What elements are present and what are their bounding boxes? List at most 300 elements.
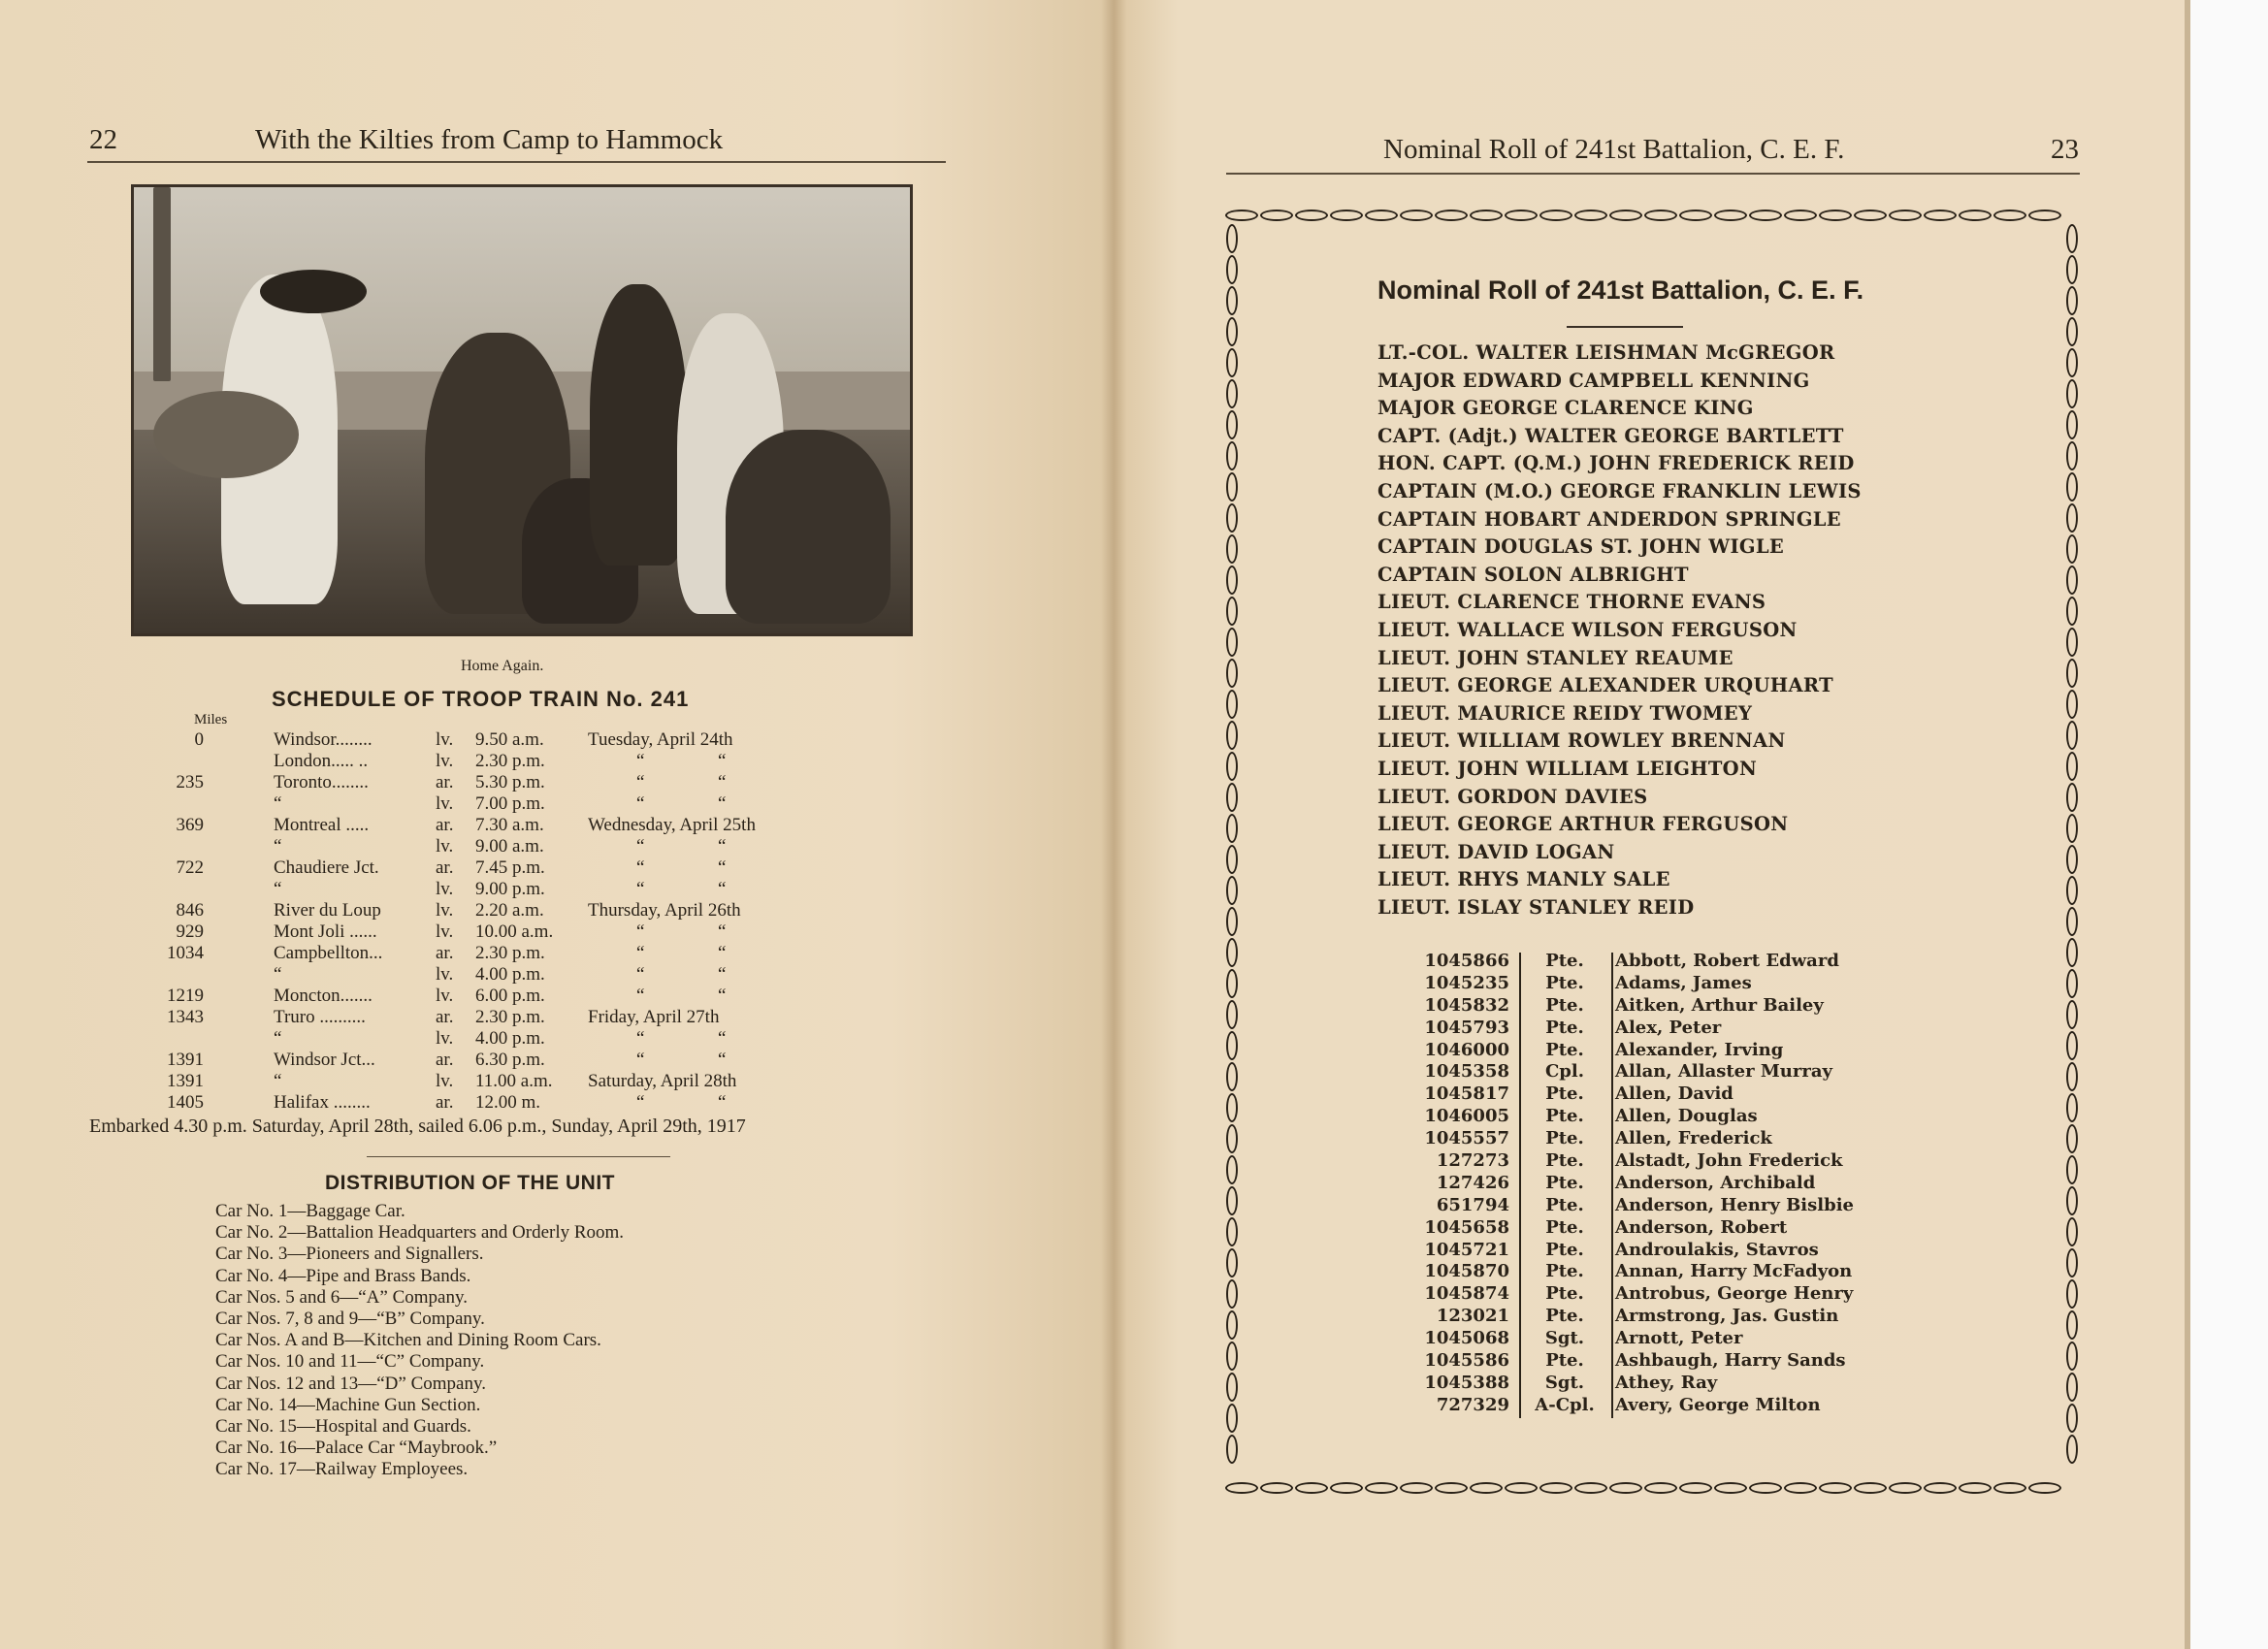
rank: Pte. xyxy=(1545,1283,1584,1305)
soldier-name: Avery, George Milton xyxy=(1615,1394,1821,1415)
chain-link xyxy=(1226,814,1238,843)
chain-link xyxy=(1365,1482,1398,1494)
officer-entry: CAPTAIN HOBART ANDERDON SPRINGLE xyxy=(1377,507,1841,531)
chain-link xyxy=(2066,255,2078,284)
chain-link xyxy=(2066,1155,2078,1184)
chain-link xyxy=(1226,783,1238,812)
chain-link xyxy=(1226,1093,1238,1122)
schedule-ditto: “ xyxy=(636,793,645,814)
schedule-time: 9.50 a.m. xyxy=(475,729,544,750)
schedule-miles: 0 xyxy=(194,729,204,750)
photo-figure xyxy=(590,284,687,566)
rank: Pte. xyxy=(1545,1350,1584,1372)
soldier-name: Allen, David xyxy=(1615,1083,1733,1105)
chain-link xyxy=(1679,1482,1712,1494)
schedule-ditto: “ xyxy=(718,836,727,857)
left-running-head: With the Kilties from Camp to Hammock xyxy=(255,124,724,155)
chain-link xyxy=(1226,410,1238,439)
rank: Pte. xyxy=(1545,972,1584,993)
regimental-number: 123021 xyxy=(1436,1306,1509,1327)
schedule-arr-dep: lv. xyxy=(436,922,454,942)
schedule-ditto: “ xyxy=(718,751,727,771)
chain-link xyxy=(1330,210,1363,221)
schedule-station: Windsor........ xyxy=(274,729,373,750)
schedule-ditto: “ xyxy=(636,943,645,963)
chain-link xyxy=(2066,1093,2078,1122)
schedule-miles: 1219 xyxy=(167,986,204,1006)
chain-link xyxy=(1226,752,1238,781)
officer-entry: CAPTAIN SOLON ALBRIGHT xyxy=(1377,563,1689,586)
chain-link xyxy=(2066,410,2078,439)
schedule-ditto: “ xyxy=(636,1050,645,1070)
chain-link xyxy=(2028,1482,2061,1494)
soldier-name: Adams, James xyxy=(1615,972,1752,993)
chain-link xyxy=(1226,224,1238,253)
officer-entry: HON. CAPT. (Q.M.) JOHN FREDERICK REID xyxy=(1377,452,1855,475)
chain-link xyxy=(1749,1482,1782,1494)
group-photo xyxy=(131,184,913,636)
officer-entry: LT.-COL. WALTER LEISHMAN McGREGOR xyxy=(1377,341,1835,364)
chain-link xyxy=(2066,938,2078,967)
schedule-station: River du Loup xyxy=(274,900,381,921)
schedule-station: “ xyxy=(274,964,282,985)
chain-link xyxy=(1226,1062,1238,1091)
chain-link xyxy=(1226,1217,1238,1246)
book-gutter xyxy=(1101,0,1126,1649)
distribution-item: Car No. 17—Railway Employees. xyxy=(215,1459,469,1480)
chain-link xyxy=(1226,1124,1238,1153)
schedule-ditto: “ xyxy=(636,964,645,985)
schedule-arr-dep: ar. xyxy=(436,1092,454,1113)
schedule-ditto: “ xyxy=(718,879,727,899)
schedule-arr-dep: lv. xyxy=(436,751,454,771)
rank: Cpl. xyxy=(1544,1061,1585,1083)
soldier-name: Alstadt, John Frederick xyxy=(1615,1150,1843,1172)
chain-link xyxy=(1226,690,1238,719)
chain-link xyxy=(2066,659,2078,688)
soldier-name: Athey, Ray xyxy=(1615,1372,1718,1393)
chain-link xyxy=(2066,1310,2078,1340)
schedule-arr-dep: lv. xyxy=(436,1071,454,1091)
soldier-name: Allen, Frederick xyxy=(1615,1128,1772,1149)
regimental-number: 127273 xyxy=(1436,1150,1509,1172)
chain-link xyxy=(1400,210,1433,221)
chain-link xyxy=(2066,752,2078,781)
regimental-number: 1046005 xyxy=(1424,1106,1509,1127)
chain-link xyxy=(1993,210,2026,221)
schedule-ditto: “ xyxy=(718,857,727,878)
chain-link xyxy=(1993,1482,2026,1494)
schedule-station: “ xyxy=(274,836,282,857)
chain-link xyxy=(1924,1482,1957,1494)
distribution-item: Car No. 4—Pipe and Brass Bands. xyxy=(215,1265,471,1286)
soldier-name: Allan, Allaster Murray xyxy=(1615,1061,1832,1083)
schedule-time: 11.00 a.m. xyxy=(475,1071,553,1091)
schedule-ditto: “ xyxy=(718,986,727,1006)
schedule-arr-dep: ar. xyxy=(436,1050,454,1070)
chain-border-left xyxy=(1224,223,1240,1480)
regimental-number: 1045793 xyxy=(1424,1017,1509,1038)
chain-link xyxy=(1609,210,1642,221)
schedule-ditto: “ xyxy=(636,1028,645,1049)
distribution-item: Car Nos. 5 and 6—“A” Company. xyxy=(215,1286,468,1308)
soldier-name: Ashbaugh, Harry Sands xyxy=(1615,1350,1846,1372)
chain-link xyxy=(1226,317,1238,346)
distribution-item: Car No. 1—Baggage Car. xyxy=(215,1201,405,1221)
schedule-station: Montreal ..... xyxy=(274,815,370,835)
rank: A-Cpl. xyxy=(1535,1394,1595,1415)
schedule-station: Toronto........ xyxy=(274,772,369,792)
distribution-item: Car Nos. 7, 8 and 9—“B” Company. xyxy=(215,1309,485,1330)
schedule-time: 2.30 p.m. xyxy=(475,1007,545,1027)
distribution-item: Car Nos. 10 and 11—“C” Company. xyxy=(215,1351,485,1373)
schedule-arr-dep: lv. xyxy=(436,900,454,921)
schedule-day: Friday, April 27th xyxy=(588,1007,720,1027)
chain-link xyxy=(2066,348,2078,377)
chain-link xyxy=(1226,348,1238,377)
chain-link xyxy=(1609,1482,1642,1494)
officer-entry: LIEUT. DAVID LOGAN xyxy=(1377,840,1615,863)
chain-link xyxy=(1225,1482,1258,1494)
distribution-item: Car No. 3—Pioneers and Signallers. xyxy=(215,1244,484,1265)
chain-link xyxy=(1539,210,1572,221)
soldier-name: Aitken, Arthur Bailey xyxy=(1615,994,1824,1016)
schedule-time: 7.30 a.m. xyxy=(475,815,544,835)
chain-link xyxy=(1226,472,1238,501)
chain-link xyxy=(1226,628,1238,657)
chain-link xyxy=(2066,472,2078,501)
schedule-ditto: “ xyxy=(636,922,645,942)
chain-link xyxy=(1226,1000,1238,1029)
schedule-miles: 1343 xyxy=(167,1007,204,1027)
chain-link xyxy=(1225,210,1258,221)
photo-figure xyxy=(726,430,891,624)
rank: Pte. xyxy=(1545,1261,1584,1282)
photo-hat xyxy=(153,391,299,478)
schedule-time: 7.45 p.m. xyxy=(475,857,545,878)
chain-link xyxy=(2066,1062,2078,1091)
schedule-miles: 369 xyxy=(176,815,204,835)
chain-link xyxy=(2066,1000,2078,1029)
chain-link xyxy=(1470,1482,1503,1494)
distribution-item: Car No. 15—Hospital and Guards. xyxy=(215,1416,471,1438)
distribution-item: Car No. 2—Battalion Headquarters and Orderly Room. xyxy=(215,1222,625,1244)
embarked-note: Embarked 4.30 p.m. Saturday, April 28th, sailed 6.06 p.m., Sunday, April 29th, 1917 xyxy=(89,1116,746,1137)
chain-link xyxy=(2066,503,2078,533)
chain-link xyxy=(2066,814,2078,843)
schedule-station: “ xyxy=(274,879,282,899)
roll-title: Nominal Roll of 241st Battalion, C. E. F. xyxy=(1377,275,1864,305)
chain-link xyxy=(1505,1482,1538,1494)
chain-link xyxy=(1226,1373,1238,1402)
chain-border-right xyxy=(2064,223,2080,1480)
chain-link xyxy=(2066,907,2078,936)
soldier-name: Androulakis, Stavros xyxy=(1615,1239,1819,1260)
schedule-ditto: “ xyxy=(718,772,727,792)
distribution-item: Car Nos. A and B—Kitchen and Dining Room Cars. xyxy=(215,1330,601,1351)
distribution-list xyxy=(215,1201,624,1481)
chain-link xyxy=(2066,1217,2078,1246)
schedule-arr-dep: lv. xyxy=(436,964,454,985)
regimental-number: 1046000 xyxy=(1424,1039,1509,1060)
chain-link xyxy=(1330,1482,1363,1494)
chain-link xyxy=(2066,876,2078,905)
chain-link xyxy=(1226,845,1238,874)
chain-link xyxy=(1959,1482,1992,1494)
officer-entry: LIEUT. JOHN WILLIAM LEIGHTON xyxy=(1377,757,1758,780)
schedule-day: Wednesday, April 25th xyxy=(588,815,756,835)
soldier-name: Annan, Harry McFadyon xyxy=(1615,1261,1853,1282)
chain-link xyxy=(2066,1186,2078,1215)
chain-link xyxy=(2066,379,2078,408)
regimental-number: 651794 xyxy=(1436,1194,1509,1215)
chain-link xyxy=(2066,1342,2078,1371)
chain-link xyxy=(2066,317,2078,346)
schedule-arr-dep: ar. xyxy=(436,772,454,792)
schedule-time: 2.30 p.m. xyxy=(475,751,545,771)
chain-link xyxy=(1226,1248,1238,1277)
schedule-ditto: “ xyxy=(636,772,645,792)
chain-link xyxy=(2066,597,2078,626)
chain-link xyxy=(2066,845,2078,874)
officer-entry: LIEUT. WILLIAM ROWLEY BRENNAN xyxy=(1377,729,1786,753)
distribution-title: DISTRIBUTION OF THE UNIT xyxy=(325,1172,615,1194)
schedule-station: “ xyxy=(274,793,282,814)
officer-entry: CAPTAIN (M.O.) GEORGE FRANKLIN LEWIS xyxy=(1377,479,1862,502)
chain-link xyxy=(1365,210,1398,221)
rank: Pte. xyxy=(1545,951,1584,971)
rank: Pte. xyxy=(1545,1172,1584,1193)
schedule-ditto: “ xyxy=(636,857,645,878)
chain-link xyxy=(1714,210,1747,221)
chain-link xyxy=(1226,1279,1238,1309)
left-header-rule xyxy=(87,161,946,163)
chain-link xyxy=(1505,210,1538,221)
chain-link xyxy=(1574,1482,1607,1494)
right-header-rule xyxy=(1226,173,2080,175)
chain-link xyxy=(1819,210,1852,221)
photo-caption: Home Again. xyxy=(461,658,544,674)
soldier-name: Anderson, Henry Bislbie xyxy=(1615,1194,1854,1215)
section-divider xyxy=(367,1156,670,1157)
soldier-name: Armstrong, Jas. Gustin xyxy=(1615,1306,1839,1327)
schedule-station: Halifax ........ xyxy=(274,1092,371,1113)
regimental-number: 1045870 xyxy=(1424,1261,1509,1282)
column-divider xyxy=(1519,953,1521,1418)
rank: Pte. xyxy=(1545,1239,1584,1260)
chain-link xyxy=(1784,1482,1817,1494)
chain-link xyxy=(2066,1248,2078,1277)
chain-link xyxy=(2066,566,2078,595)
schedule-arr-dep: ar. xyxy=(436,1007,454,1027)
schedule-arr-dep: lv. xyxy=(436,1028,454,1049)
chain-link xyxy=(1714,1482,1747,1494)
chain-link xyxy=(1226,534,1238,564)
rank: Pte. xyxy=(1545,1306,1584,1327)
soldier-name: Antrobus, George Henry xyxy=(1615,1283,1854,1305)
chain-link xyxy=(2066,534,2078,564)
chain-link xyxy=(1226,1310,1238,1340)
schedule-miles: 1405 xyxy=(167,1092,204,1113)
chain-link xyxy=(1400,1482,1433,1494)
schedule-day: Tuesday, April 24th xyxy=(588,729,733,750)
chain-link xyxy=(2066,224,2078,253)
schedule-miles: 929 xyxy=(176,922,204,942)
schedule-miles: 722 xyxy=(176,857,204,878)
schedule-time: 9.00 a.m. xyxy=(475,836,544,857)
schedule-time: 12.00 m. xyxy=(475,1092,541,1113)
photo-post xyxy=(153,187,171,381)
regimental-number: 1045358 xyxy=(1424,1061,1509,1083)
schedule-arr-dep: ar. xyxy=(436,943,454,963)
chain-link xyxy=(1889,210,1922,221)
chain-link xyxy=(2066,1435,2078,1464)
schedule-arr-dep: lv. xyxy=(436,836,454,857)
schedule-ditto: “ xyxy=(718,922,727,942)
chain-link xyxy=(1260,210,1293,221)
schedule-time: 10.00 a.m. xyxy=(475,922,554,942)
schedule-day: Saturday, April 28th xyxy=(588,1071,737,1091)
officers-list xyxy=(1377,340,1862,922)
officer-entry: MAJOR GEORGE CLARENCE KING xyxy=(1377,397,1754,420)
schedule-station: Truro .......... xyxy=(274,1007,366,1027)
schedule-station: “ xyxy=(274,1028,282,1049)
schedule-time: 2.20 a.m. xyxy=(475,900,544,921)
miles-header: Miles xyxy=(194,712,228,728)
chain-link xyxy=(1226,1155,1238,1184)
chain-link xyxy=(1644,1482,1677,1494)
schedule-day: Thursday, April 26th xyxy=(588,900,741,921)
regimental-number: 1045586 xyxy=(1424,1350,1509,1372)
regimental-number: 1045817 xyxy=(1424,1083,1509,1105)
chain-link xyxy=(1924,210,1957,221)
rank: Pte. xyxy=(1545,1150,1584,1172)
chain-link xyxy=(1854,1482,1887,1494)
schedule-station: Campbellton... xyxy=(274,943,383,963)
officer-entry: LIEUT. GEORGE ARTHUR FERGUSON xyxy=(1377,813,1789,836)
schedule-ditto: “ xyxy=(636,836,645,857)
officer-entry: LIEUT. CLARENCE THORNE EVANS xyxy=(1377,591,1766,614)
soldier-name: Alex, Peter xyxy=(1615,1017,1722,1038)
right-running-head: Nominal Roll of 241st Battalion, C. E. F. xyxy=(1383,134,1845,165)
chain-link xyxy=(1226,379,1238,408)
regimental-number: 1045068 xyxy=(1424,1328,1509,1349)
background-outside xyxy=(2190,0,2268,1649)
regimental-number: 727329 xyxy=(1436,1394,1509,1415)
chain-link xyxy=(1226,876,1238,905)
chain-link xyxy=(1959,210,1992,221)
schedule-time: 9.00 p.m. xyxy=(475,879,545,899)
officer-entry: LIEUT. GEORGE ALEXANDER URQUHART xyxy=(1377,674,1833,697)
soldier-name: Arnott, Peter xyxy=(1615,1328,1743,1349)
chain-link xyxy=(2066,1124,2078,1153)
schedule-station: Moncton....... xyxy=(274,986,373,1006)
chain-link xyxy=(2066,783,2078,812)
regimental-number: 1045388 xyxy=(1424,1372,1509,1393)
chain-link xyxy=(1226,503,1238,533)
left-page-number: 22 xyxy=(89,124,117,155)
officer-entry: MAJOR EDWARD CAMPBELL KENNING xyxy=(1377,369,1810,392)
chain-link xyxy=(1226,597,1238,626)
rank: Pte. xyxy=(1545,1039,1584,1060)
schedule-ditto: “ xyxy=(636,751,645,771)
schedule-miles: 1391 xyxy=(167,1050,204,1070)
schedule-ditto: “ xyxy=(718,793,727,814)
schedule-time: 4.00 p.m. xyxy=(475,964,545,985)
schedule-title: SCHEDULE OF TROOP TRAIN No. 241 xyxy=(272,687,690,711)
title-rule xyxy=(1567,326,1683,328)
distribution-item: Car Nos. 12 and 13—“D” Company. xyxy=(215,1373,486,1394)
chain-link xyxy=(1679,210,1712,221)
chain-link xyxy=(2066,1279,2078,1309)
officer-entry: LIEUT. ISLAY STANLEY REID xyxy=(1377,895,1695,919)
schedule-arr-dep: lv. xyxy=(436,986,454,1006)
schedule-ditto: “ xyxy=(718,964,727,985)
chain-link xyxy=(1295,1482,1328,1494)
chain-link xyxy=(1226,1435,1238,1464)
schedule-miles: 846 xyxy=(176,900,204,921)
distribution-item: Car No. 14—Machine Gun Section. xyxy=(215,1394,481,1415)
chain-link xyxy=(1226,1342,1238,1371)
chain-link xyxy=(1226,1031,1238,1060)
rank: Pte. xyxy=(1545,1194,1584,1215)
chain-link xyxy=(1749,210,1782,221)
chain-border-top xyxy=(1224,208,2080,223)
regimental-number: 1045235 xyxy=(1424,972,1509,993)
schedule-station: “ xyxy=(274,1071,282,1091)
column-divider xyxy=(1611,953,1613,1418)
rank: Pte. xyxy=(1545,1128,1584,1149)
chain-link xyxy=(1889,1482,1922,1494)
regimental-number: 1045658 xyxy=(1424,1216,1509,1238)
chain-link xyxy=(1226,255,1238,284)
chain-link xyxy=(1260,1482,1293,1494)
officer-entry: CAPT. (Adjt.) WALTER GEORGE BARTLETT xyxy=(1377,424,1844,447)
schedule-station: London..... .. xyxy=(274,751,369,771)
regimental-number: 1045557 xyxy=(1424,1128,1509,1149)
chain-link xyxy=(2066,286,2078,315)
officer-entry: LIEUT. WALLACE WILSON FERGUSON xyxy=(1377,618,1798,641)
chain-border-bottom xyxy=(1224,1480,2080,1496)
soldier-name: Anderson, Robert xyxy=(1615,1216,1788,1238)
rank: Pte. xyxy=(1545,1106,1584,1127)
chain-link xyxy=(2066,690,2078,719)
chain-link xyxy=(2066,441,2078,470)
chain-link xyxy=(1226,938,1238,967)
schedule-ditto: “ xyxy=(636,879,645,899)
chain-link xyxy=(1226,441,1238,470)
schedule-ditto: “ xyxy=(636,1092,645,1113)
schedule-time: 2.30 p.m. xyxy=(475,943,545,963)
rank: Sgt. xyxy=(1544,1372,1585,1393)
rank: Sgt. xyxy=(1544,1328,1585,1349)
chain-link xyxy=(1435,1482,1468,1494)
schedule-ditto: “ xyxy=(718,1028,727,1049)
chain-link xyxy=(1226,1404,1238,1433)
chain-link xyxy=(1226,286,1238,315)
schedule-arr-dep: lv. xyxy=(436,729,454,750)
chain-link xyxy=(1819,1482,1852,1494)
soldier-name: Alexander, Irving xyxy=(1615,1039,1784,1060)
schedule-arr-dep: ar. xyxy=(436,857,454,878)
chain-link xyxy=(1574,210,1607,221)
soldier-name: Allen, Douglas xyxy=(1615,1106,1758,1127)
chain-link xyxy=(1226,907,1238,936)
officer-entry: LIEUT. RHYS MANLY SALE xyxy=(1377,868,1670,891)
schedule-station: Mont Joli ...... xyxy=(274,922,377,942)
rank: Pte. xyxy=(1545,1017,1584,1038)
photo-hat xyxy=(260,270,367,313)
